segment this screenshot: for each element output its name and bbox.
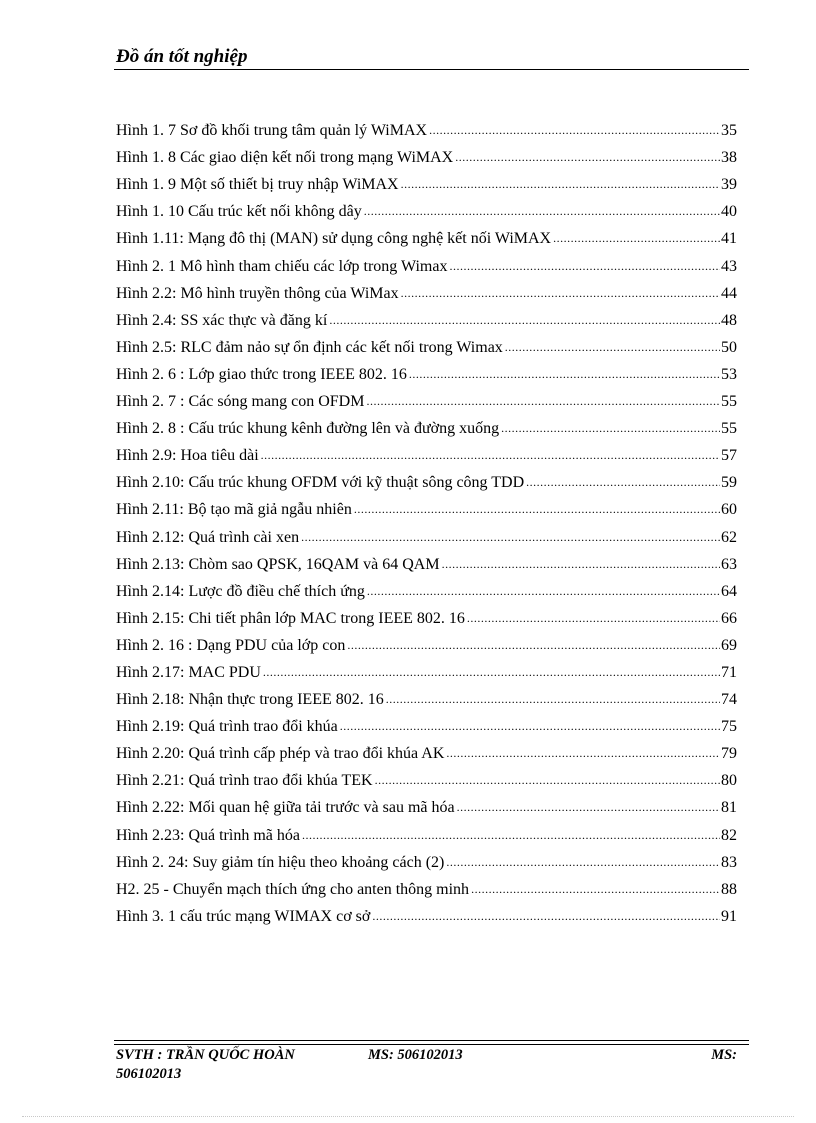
toc-dot-leader <box>375 770 720 791</box>
toc-entry-label: Hình 2.23: Quá trình mã hóa <box>116 826 300 844</box>
toc-dot-leader <box>367 581 720 602</box>
toc-dot-leader <box>401 283 720 304</box>
toc-dot-leader <box>364 201 720 222</box>
toc-entry-page: 82 <box>721 826 737 844</box>
toc-entry-page: 48 <box>721 311 737 329</box>
toc-entry-page: 81 <box>721 799 737 817</box>
toc-entry[interactable] <box>116 602 737 629</box>
toc-entry[interactable] <box>116 412 737 439</box>
toc-entry-label: Hình 2. 8 : Cấu trúc khung kênh đường lên và đường xuống <box>116 420 500 438</box>
toc-entry-label: H2. 25 - Chuyển mạch thích ứng cho anten thông minh <box>116 880 470 898</box>
toc-dot-leader <box>372 906 720 927</box>
toc-dot-leader <box>449 256 720 277</box>
toc-entry-page: 63 <box>721 555 737 573</box>
toc-entry[interactable] <box>116 900 737 927</box>
toc-entry-label: Hình 2.4: SS xác thực và đăng kí <box>116 311 328 329</box>
toc-entry-page: 75 <box>721 718 737 736</box>
toc-entry[interactable] <box>116 873 737 900</box>
toc-entry-label: Hình 2.21: Quá trình trao đổi khúa TEK <box>116 772 373 790</box>
toc-entry-page: 39 <box>721 176 737 194</box>
toc-entry-page: 55 <box>721 393 737 411</box>
toc-entry-page: 55 <box>721 420 737 438</box>
toc-dot-leader <box>526 472 720 493</box>
toc-entry[interactable] <box>116 710 737 737</box>
toc-entry[interactable] <box>116 331 737 358</box>
toc-entry-label: Hình 2. 16 : Dạng PDU của lớp con <box>116 636 346 654</box>
header-title: Đồ án tốt nghiệp <box>116 46 248 67</box>
toc-entry-label: Hình 3. 1 cấu trúc mạng WIMAX cơ sở <box>116 907 371 925</box>
toc-entry-label: Hình 2. 24: Suy giảm tín hiệu theo khoảng cách (2) <box>116 853 445 871</box>
toc-entry-page: 91 <box>721 907 737 925</box>
toc-entry[interactable] <box>116 277 737 304</box>
toc-entry[interactable] <box>116 791 737 818</box>
toc-entry[interactable] <box>116 358 737 385</box>
toc-entry-page: 43 <box>721 257 737 275</box>
toc-entry-label: Hình 1.11: Mạng đô thị (MAN) sử dụng công nghệ kết nối WiMAX <box>116 230 552 248</box>
toc-dot-leader <box>366 391 720 412</box>
toc-entry-label: Hình 2.15: Chi tiết phân lớp MAC trong IEEE 802. 16 <box>116 609 465 627</box>
header-divider <box>114 69 749 70</box>
toc-entry-page: 88 <box>721 880 737 898</box>
toc-dot-leader <box>553 228 720 249</box>
toc-dot-leader <box>263 662 720 683</box>
toc-entry[interactable] <box>116 114 737 141</box>
toc-entry[interactable] <box>116 737 737 764</box>
toc-entry[interactable] <box>116 683 737 710</box>
toc-dot-leader <box>261 445 720 466</box>
toc-entry-label: Hình 1. 8 Các giao diện kết nối trong mạng WiMAX <box>116 149 454 167</box>
toc-entry-label: Hình 1. 10 Cấu trúc kết nối không dây <box>116 203 362 221</box>
toc-dot-leader <box>446 743 720 764</box>
toc-entry-label: Hình 2.5: RLC đảm nảo sự ổn định các kết nối trong Wimax <box>116 338 503 356</box>
toc-entry[interactable] <box>116 168 737 195</box>
footer-id-label-right: MS: <box>711 1047 737 1063</box>
toc-dot-leader <box>401 174 720 195</box>
toc-entry[interactable] <box>116 575 737 602</box>
toc-dot-leader <box>340 716 720 737</box>
footer-student-name: SVTH : TRẦN QUỐC HOÀN <box>116 1047 295 1063</box>
toc-entry-page: 38 <box>721 149 737 167</box>
footer-line <box>116 1046 737 1065</box>
toc-entry-label: Hình 2.19: Quá trình trao đổi khúa <box>116 718 338 736</box>
toc-entry-label: Hình 2.18: Nhận thực trong IEEE 802. 16 <box>116 691 384 709</box>
toc-entry[interactable] <box>116 439 737 466</box>
toc-entry-label: Hình 2.12: Quá trình cài xen <box>116 528 300 546</box>
toc-entry-page: 53 <box>721 365 737 383</box>
toc-dot-leader <box>302 825 720 846</box>
toc-entry-label: Hình 2. 1 Mô hình tham chiếu các lớp trong Wimax <box>116 257 448 275</box>
toc-entry-page: 80 <box>721 772 737 790</box>
figure-list <box>116 114 737 927</box>
footer-student-id: MS: 506102013 <box>368 1047 463 1063</box>
toc-entry-page: 57 <box>721 447 737 465</box>
toc-entry[interactable] <box>116 304 737 331</box>
toc-entry[interactable] <box>116 629 737 656</box>
toc-entry[interactable] <box>116 222 737 249</box>
toc-dot-leader <box>354 499 720 520</box>
toc-entry-page: 59 <box>721 474 737 492</box>
toc-entry-label: Hình 2.11: Bộ tạo mã giả ngẫu nhiên <box>116 501 352 519</box>
toc-dot-leader <box>471 879 720 900</box>
toc-entry-page: 66 <box>721 609 737 627</box>
page-footer <box>116 1046 737 1084</box>
toc-entry-page: 44 <box>721 284 737 302</box>
toc-entry-page: 50 <box>721 338 737 356</box>
toc-dot-leader <box>446 852 720 873</box>
toc-entry-page: 41 <box>721 230 737 248</box>
toc-entry-page: 74 <box>721 691 737 709</box>
toc-entry-label: Hình 2.2: Mô hình truyền thông của WiMax <box>116 284 399 302</box>
toc-entry-label: Hình 2.10: Cấu trúc khung OFDM với kỹ thuật sông công TDD <box>116 474 525 492</box>
toc-dot-leader <box>505 337 720 358</box>
toc-entry[interactable] <box>116 520 737 547</box>
toc-dot-leader <box>347 635 720 656</box>
toc-dot-leader <box>442 554 720 575</box>
toc-entry[interactable] <box>116 846 737 873</box>
footer-id-value: 506102013 <box>116 1066 182 1082</box>
toc-entry[interactable] <box>116 548 737 575</box>
toc-dot-leader <box>301 527 720 548</box>
toc-entry-label: Hình 2.17: MAC PDU <box>116 663 261 681</box>
toc-entry-page: 83 <box>721 853 737 871</box>
toc-entry[interactable] <box>116 195 737 222</box>
toc-dot-leader <box>386 689 720 710</box>
toc-entry[interactable] <box>116 764 737 791</box>
toc-entry-label: Hình 2.9: Hoa tiêu dài <box>116 447 259 465</box>
toc-entry[interactable] <box>116 818 737 845</box>
toc-entry-label: Hình 2.20: Quá trình cấp phép và trao đổi khúa AK <box>116 745 445 763</box>
toc-entry-label: Hình 2. 7 : Các sóng mang con OFDM <box>116 393 365 411</box>
toc-entry-label: Hình 2.14: Lược đồ điều chế thích ứng <box>116 582 365 600</box>
toc-entry-page: 71 <box>721 663 737 681</box>
toc-entry[interactable] <box>116 249 737 276</box>
toc-entry-page: 60 <box>721 501 737 519</box>
footer-divider <box>114 1040 749 1045</box>
toc-entry-page: 64 <box>721 582 737 600</box>
toc-entry[interactable] <box>116 656 737 683</box>
toc-entry-page: 79 <box>721 745 737 763</box>
toc-entry-page: 62 <box>721 528 737 546</box>
toc-entry-label: Hình 2.13: Chòm sao QPSK, 16QAM và 64 QAM <box>116 555 440 573</box>
toc-dot-leader <box>455 147 720 168</box>
toc-entry[interactable] <box>116 493 737 520</box>
toc-dot-leader <box>501 418 720 439</box>
toc-dot-leader <box>329 310 720 331</box>
toc-dot-leader <box>457 797 720 818</box>
toc-entry-label: Hình 2. 6 : Lớp giao thức trong IEEE 802. 16 <box>116 365 407 383</box>
toc-entry[interactable] <box>116 141 737 168</box>
toc-dot-leader <box>467 608 720 629</box>
toc-entry-page: 69 <box>721 636 737 654</box>
toc-entry[interactable] <box>116 466 737 493</box>
toc-entry-label: Hình 1. 7 Sơ đồ khối trung tâm quản lý WiMAX <box>116 122 428 140</box>
toc-entry-label: Hình 2.22: Mối quan hệ giữa tải trước và sau mã hóa <box>116 799 455 817</box>
toc-entry[interactable] <box>116 385 737 412</box>
page-bottom-dotted-line <box>22 1116 794 1117</box>
toc-entry-page: 40 <box>721 203 737 221</box>
toc-dot-leader <box>409 364 720 385</box>
toc-entry-label: Hình 1. 9 Một số thiết bị truy nhập WiMAX <box>116 176 399 194</box>
toc-dot-leader <box>429 120 720 141</box>
toc-entry-page: 35 <box>721 122 737 140</box>
